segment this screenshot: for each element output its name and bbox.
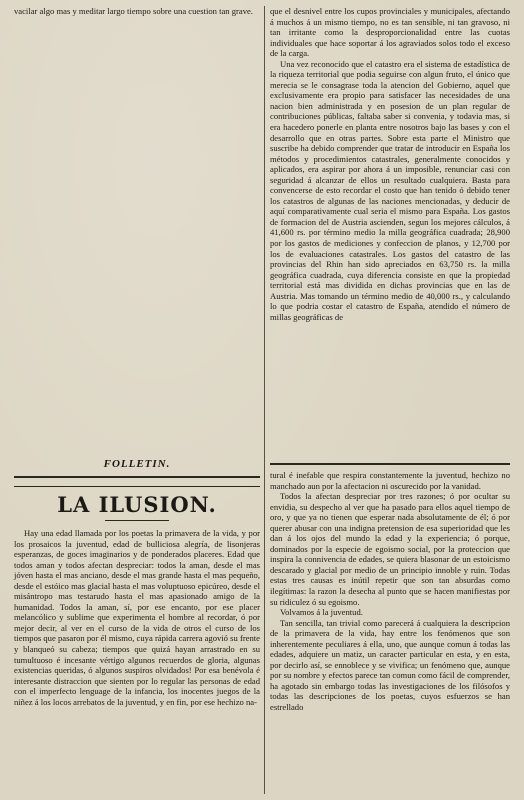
section-divider-right <box>270 463 510 465</box>
feuilleton-paragraph: Tan sencilla, tan trivial como parecerá á cualquiera la descripcion de la primavera de la vida, hay entre los fenómenos que son inherentemente peculiares á ella, uno, que aunque comun á todas las edades, adquiere un matiz, un caracter particular en esta, y en esta, por decirlo así, se ennoblece y se vivifica; un fenómeno que, aunque por su nombre y efectos parece tan comun como fácil de comprender, ha agotado sin embargo todas las investigaciones de los filósofos y todas las descripciones de los poetas, cuyos esfuerzos se han estrellado <box>270 617 510 713</box>
article-left-column-top <box>14 6 260 17</box>
feuilleton-paragraph: Volvamos á la juventud. <box>280 607 363 618</box>
feuilleton-paragraph: Hay una edad llamada por los poetas la primavera de la vida, y por los prosaicos la juventud, edad de bulliciosa alegría, de lisonjeras esperanzas, de goces imaginarios y de ponderados placeres. Edad que todos aman y todos afectan despreciar: todos la aman, desde el mas jóven hasta el mas anciano, desde el mas grande hasta el mas pequeño, desde el estóico mas glacial hasta el mas voluptuoso epicúreo, desde el misántropo mas testarudo hasta el mas apasionado amigo de la humanidad. Todos la aman, sí, por ese encanto, por ese placer melancólico y sublime que experimenta el hombre al recordar, ó por mejor decir, al ver en el curso de la vida de otros el curso de los tiempos que pasaron por él mismo, cuya rápida carrera agovió su frente y blanqueó su cabeza; tiempos que quizá hayan arrastrado en su tumultuoso é incesante vértigo algunos recuerdos de gloria, algunas existencias queridas, ó algunos suspiros olvidados! Por esa benévola é interesante distraccion que sienten por lo regular las personas de edad con el imperfecto lenguage de la infancia, los inocentes juegos de la niñez á los locos arrebatos de la juventud, y en fin, por ese hechizo na- <box>14 528 260 707</box>
section-divider-left <box>14 476 260 478</box>
column-divider <box>264 6 265 794</box>
folletin-label: FOLLETIN. <box>103 458 171 470</box>
feuilleton-right-column <box>270 470 510 713</box>
article-paragraph: vacilar algo mas y meditar largo tiempo sobre una cuestion tan grave. <box>14 6 253 16</box>
article-right-column-top <box>270 6 510 322</box>
feuilleton-paragraph: Todos la afectan despreciar por tres razones; ó por ocultar su envidia, su despecho al ver que ha pasado para ellos aquel tiempo de oro, y que ya no tienen que esperar nada absolutamente de él; ó por querer abusar con una indigna pretension de esa superioridad que les dan á los ojos del mundo la edad y la experiencia; ó porque, dominados por la especie de egoismo social, por la proteccion que inspira la connivencia de edades, se quiera blasonar de un estoicismo descarado y glacial por medio de un principio innoble y ruin. Todas estas tres causas es inútil repetir que son tan absurdas como ilegítimas: la razon la desecha al punto que se hacen manifiestas por su ridiculez ó su egoismo. <box>270 491 510 607</box>
feuilleton-headline: LA ILUSION. <box>57 492 217 517</box>
headline-underline <box>105 520 169 521</box>
feuilleton-paragraph: tural é inefable que respira constantemente la juventud, hechizo no manchado aun por la afectacion ni oscurecido por la vanidad. <box>270 470 510 491</box>
section-divider-left-thin <box>14 486 260 487</box>
article-paragraph: Una vez reconocido que el catastro era el sistema de estadística de la riqueza territorial que podia seguirse con algun fruto, el único que merecia se le consagrase toda la atencion del Gobierno, aquel que exclusivamente era propio para satisfacer las necesidades de una nacion bien administrada y en posesion de un plan regular de contribuciones públicas, faltaba saber si convenia, y todavia mas, si era hacedero ponerle en planta entre nosotros bajo las bases y con el desarrollo que en otras partes. Sobre esta parte el Ministro que suscribe ha debido comprender que tratar de introducir en España los métodos y procedimientos catastrales, generalmente conocidos y aplicados, era aspirar por ahora á un imposible, renunciar casi con seguridad á alcanzar de ellos un resultado cualquiera. Basta para convencerse de esto recordar el costo que han tenido ó debido tener los catastros de algunas de las naciones mencionadas, y deducir de aquí comparativamente cual seria el mismo para España. Los gastos de formacion del de Austria ascienden, segun los mejores cálculos, á 41,600 rs. por término medio la milla geográfica cuadrada; 28,900 por los gastos de mediciones y confeccion de planos, y 12,700 por los de evaluaciones catastrales. Los gastos del catastro de las provincias del Rhin han sido apreciados en 63,750 rs. la milla geográfica cuadrada, cuya diferencia consiste en que la propiedad territorial está mas dividida en dichas provincias que en las de Austria. Mas tomando un término medio de 40,000 rs., y calculando lo que podria costar el catastro de España, atendido el número de millas geográficas de <box>270 58 510 322</box>
article-paragraph: que el desnivel entre los cupos provinciales y municipales, afectando á muchos á un mismo tiempo, no es tan sensible, ni tan gravoso, ni tan irritante como la desproporcionalidad entre las cuotas individuales que hace soportar á los agraviados solos todo el exceso de la carga. <box>270 6 510 59</box>
feuilleton-left-column <box>14 528 260 707</box>
